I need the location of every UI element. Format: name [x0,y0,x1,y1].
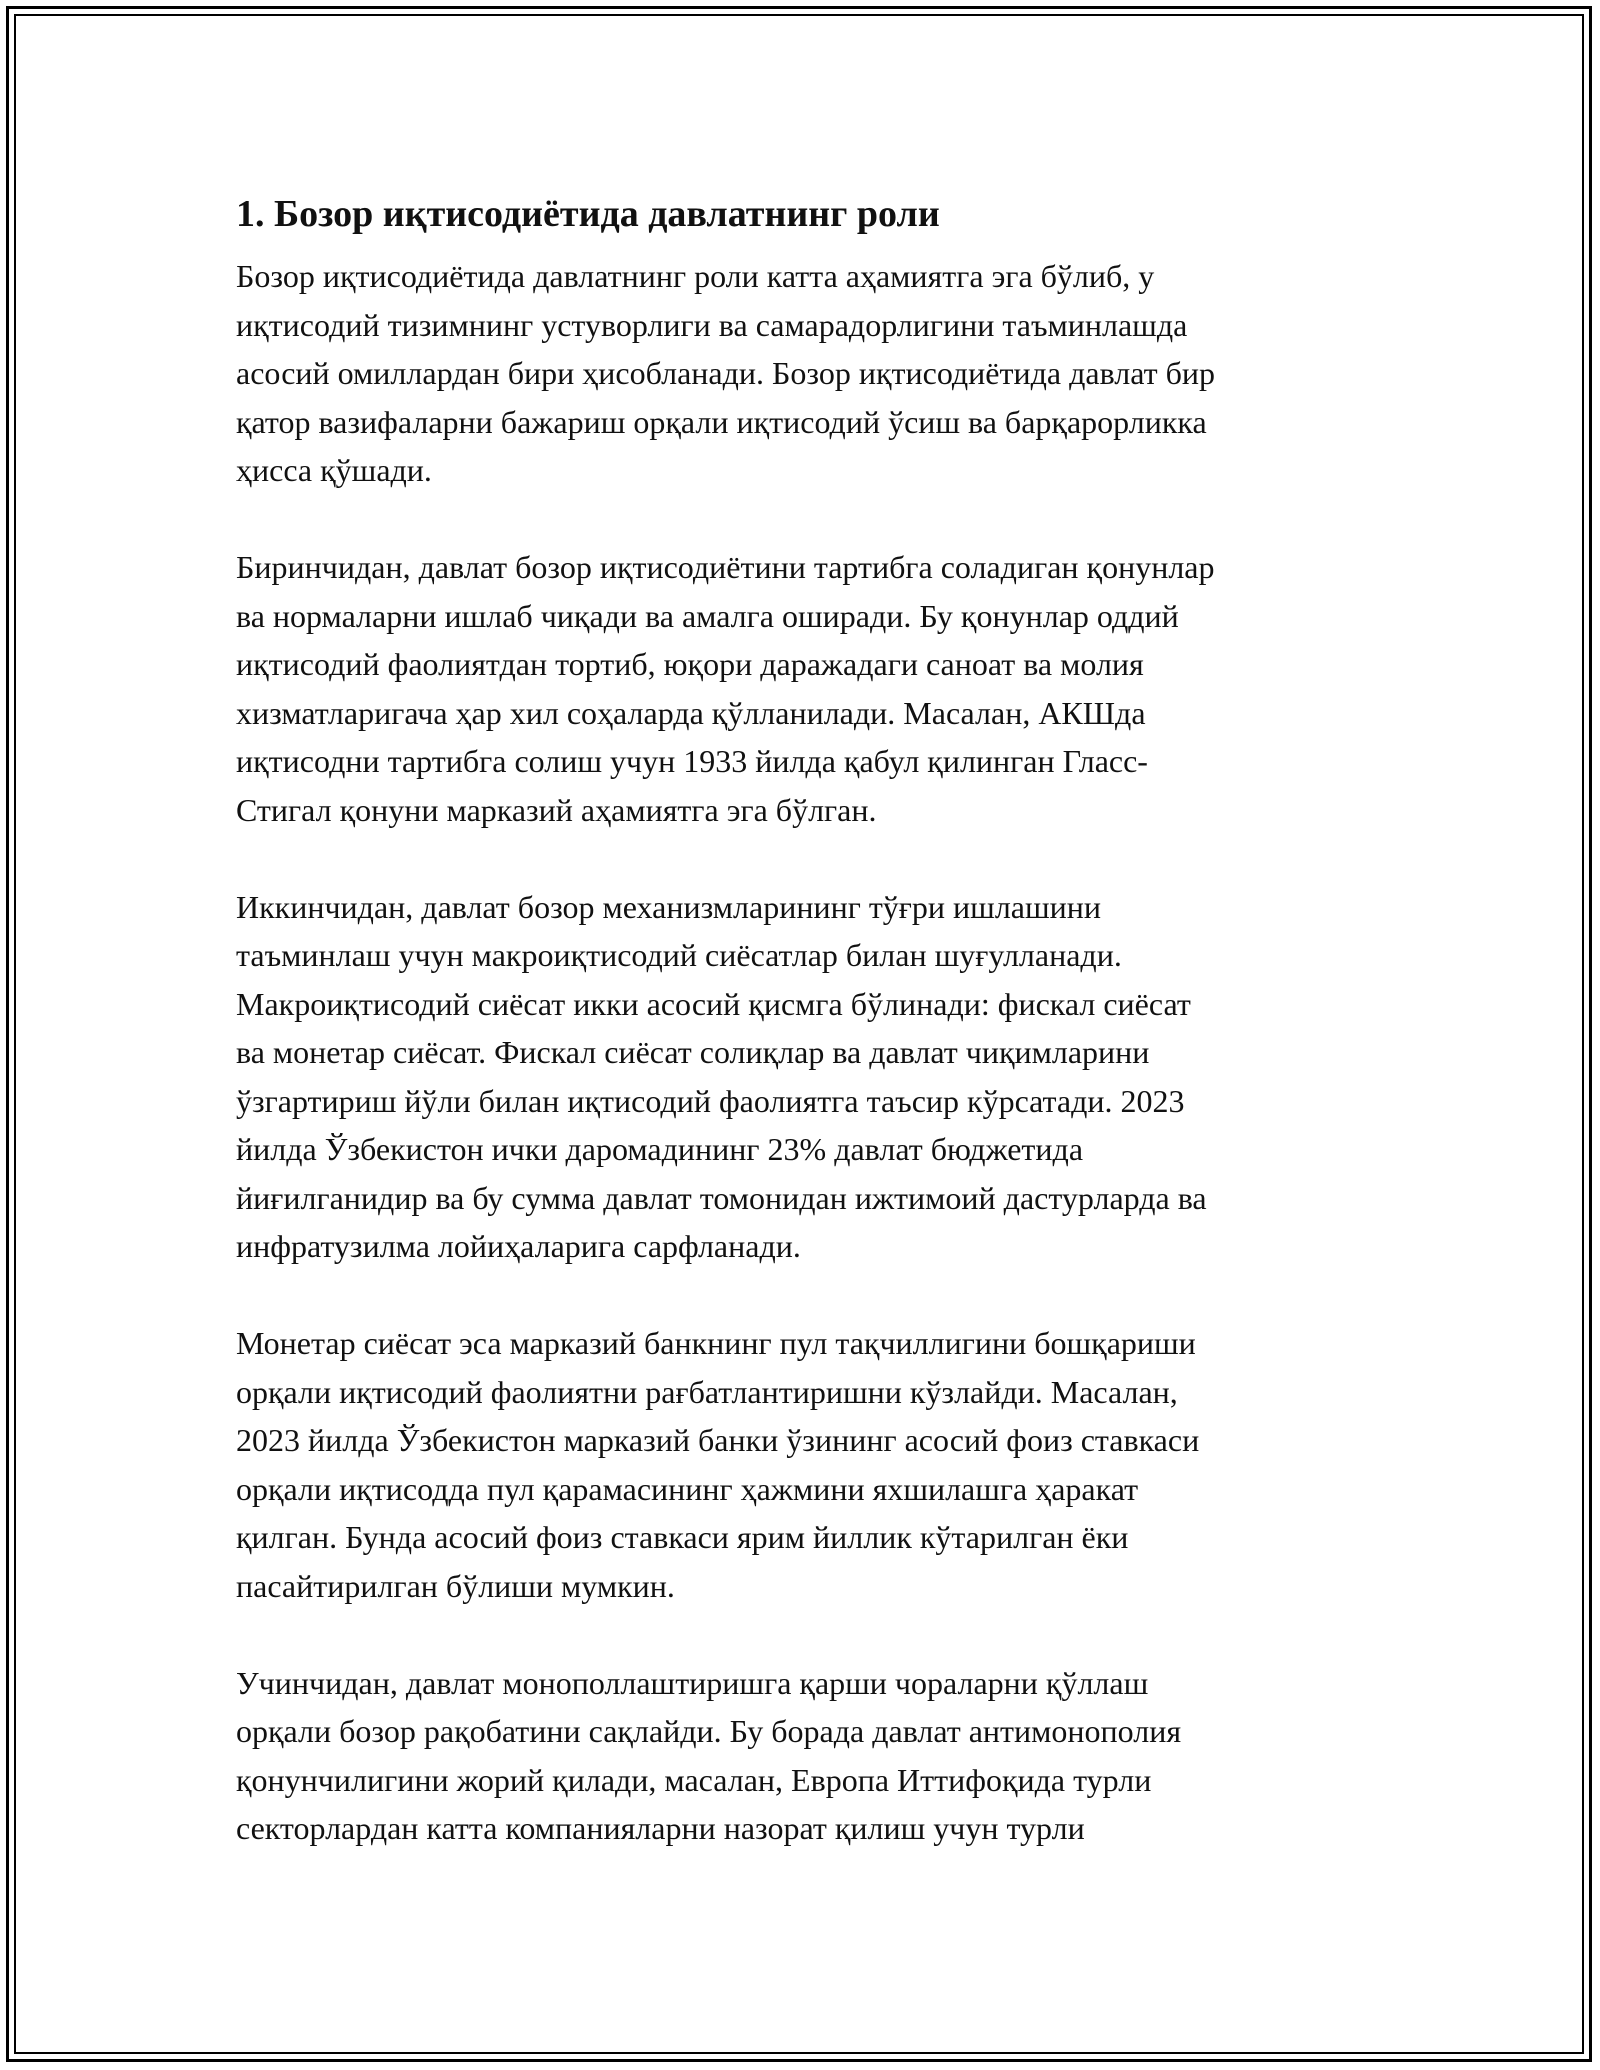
paragraph-third: Учинчидан, давлат монополлаштиришга қарши чораларни қўллаш орқали бозор рақобатини сақлайди. Бу борада давлат антимонополия қонунчилигини жорий қилади, масалан, Европа Иттифоқида турли секторлардан катта компанияларни назорат қилиш учун турли [236,1664,1182,1846]
paragraph-first: Биринчидан, давлат бозор иқтисодиётини тартибга соладиган қонунлар ва нормаларни ишлаб чиқади ва амалга оширади. Бу қонунлар оддий иқтисодий фаолиятдан тортиб, юқори даражадаги саноат ва молия хизматларигача ҳар хил соҳаларда қўлланилади. Масалан, АКШда иқтисодни тартибга солиш учун 1933 йилда қабул қилинган Гласс- Стигал қонуни марказий аҳамиятга эга бўлган. [236,549,1215,828]
section-heading: 1. Бозор иқтисодиётида давлатнинг роли [236,193,940,235]
paragraph-monetary: Монетар сиёсат эса марказий банкнинг пул тақчиллигини бошқариши орқали иқтисодий фаолиятни рағбатлантиришни кўзлайди. Масалан, 2023 йилда Ўзбекистон марказий банки ўзининг асосий фоиз ставкаси орқали иқтисодда пул қарамасининг ҳажмини яхшилашга ҳаракат қилган. Бунда асосий фоиз ставкаси ярим йиллик кўтарилган ёки пасайтирилган бўлиши мумкин. [236,1325,1200,1604]
document-body [236,184,1376,1901]
paragraph-second: Иккинчидан, давлат бозор механизмларининг тўғри ишлашини таъминлаш учун макроиқтисодий сиёсатлар билан шуғулланади. Макроиқтисодий сиёсат икки асосий қисмга бўлинади: фискал сиёсат ва монетар сиёсат. Фискал сиёсат солиқлар ва давлат чиқимларини ўзгартириш йўли билан иқтисодий фаолиятга таъсир кўрсатади. 2023 йилда Ўзбекистон ички даромадининг 23% давлат бюджетида йиғилганидир ва бу сумма давлат томонидан ижтимоий дастурларда ва инфратузилма лойиҳаларига сарфланади. [236,888,1207,1264]
paragraph-intro: Бозор иқтисодиётида давлатнинг роли катта аҳамиятга эга бўлиб, у иқтисодий тизимнинг устуворлиги ва самарадорлигини таъминлашда асосий омиллардан бири ҳисобланади. Бозор иқтисодиётида давлат бир қатор вазифаларни бажариш орқали иқтисодий ўсиш ва барқарорликка ҳисса қўшади. [236,258,1215,488]
